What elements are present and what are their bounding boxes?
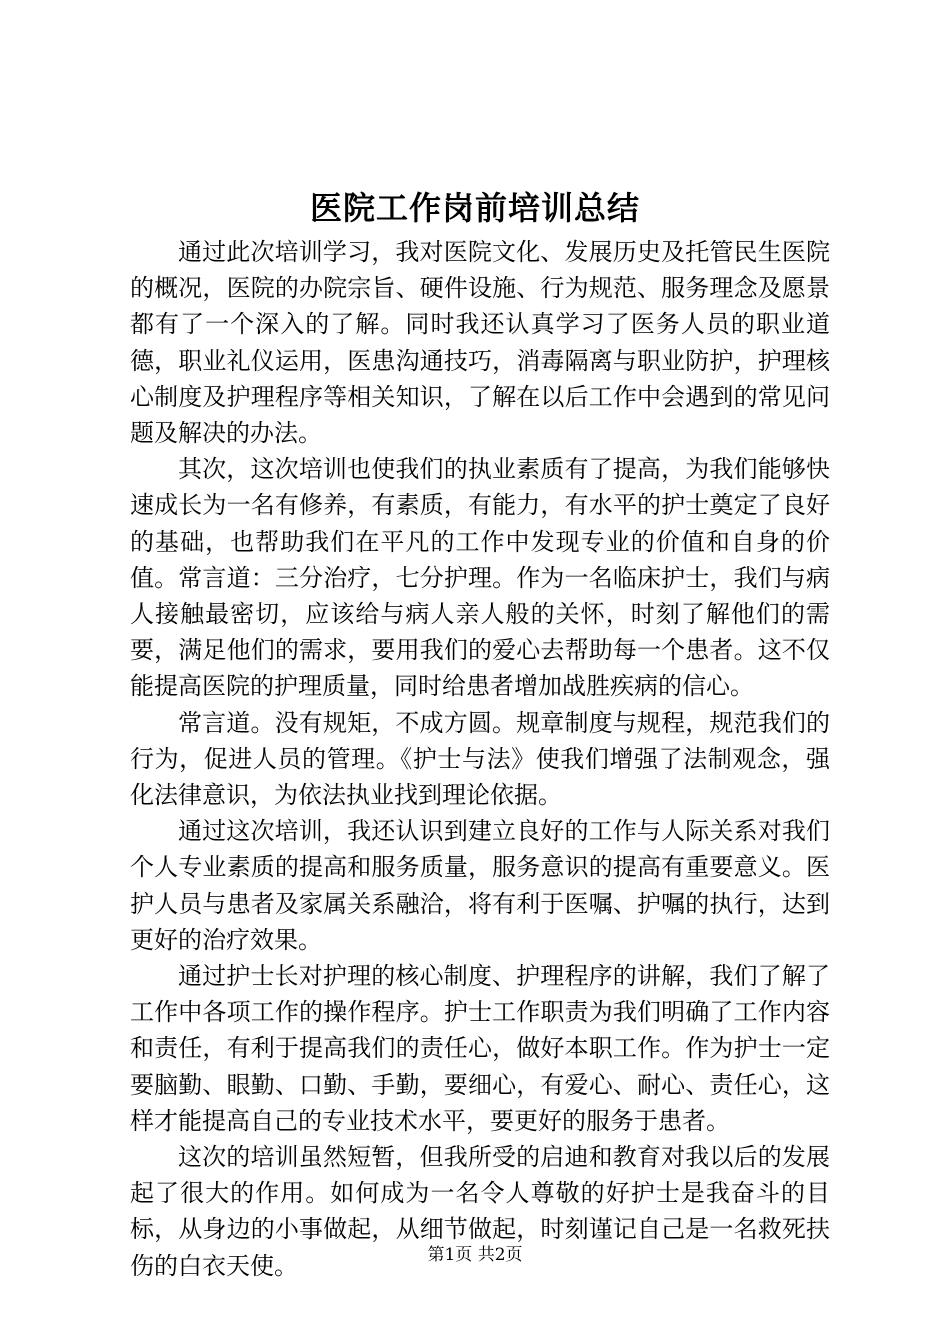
paragraph-5: 通过护士长对护理的核心制度、护理程序的讲解，我们了解了工作中各项工作的操作程序。护士工作职责为我们明确了工作内容和责任，有利于提高我们的责任心，做好本职工作。作为护士一定要脑勤、眼勤、口勤、手勤，要细心，有爱心、耐心、责任心，这样才能提高自己的专业技术水平，要更好的服务于患者。 xyxy=(130,962,830,1135)
paragraph-6: 这次的培训虽然短暂，但我所受的启迪和教育对我以后的发展起了很大的作用。如何成为一名令人尊敬的好护士是我奋斗的目标，从身边的小事做起，从细节做起，时刻谨记自己是一名救死扶伤的白衣天使。 xyxy=(130,1143,830,1280)
page-indicator: 第1页 共2页 xyxy=(427,1245,523,1265)
paragraph-2: 其次，这次培训也使我们的执业素质有了提高，为我们能够快速成长为一名有修养，有素质，有能力，有水平的护士奠定了良好的基础，也帮助我们在平凡的工作中发现专业的价值和自身的价值。常言道：三分治疗，七分护理。作为一名临床护士，我们与病人接触最密切，应该给与病人亲人般的关怀，时刻了解他们的需要，满足他们的需求，要用我们的爱心去帮助每一个患者。这不仅能提高医院的护理质量，同时给患者增加战胜疾病的信心。 xyxy=(130,455,830,701)
document-title: 医院工作岗前培训总结 xyxy=(309,189,640,227)
paragraph-1: 通过此次培训学习，我对医院文化、发展历史及托管民生医院的概况，医院的办院宗旨、硬件设施、行为规范、服务理念及愿景都有了一个深入的了解。同时我还认真学习了医务人员的职业道德，职业礼仪运用，医患沟通技巧，消毒隔离与职业防护，护理核心制度及护理程序等相关知识，了解在以后工作中会遇到的常见问题及解决的办法。 xyxy=(130,238,830,448)
page-footer xyxy=(0,1243,950,1267)
paragraph-3: 常言道。没有规矩，不成方圆。规章制度与规程，规范我们的行为，促进人员的管理。《护士与法》使我们增强了法制观念，强化法律意识，为依法执业找到理论依据。 xyxy=(130,708,830,810)
paragraph-4: 通过这次培训，我还认识到建立良好的工作与人际关系对我们个人专业素质的提高和服务质量，服务意识的提高有重要意义。医护人员与患者及家属关系融洽，将有利于医嘱、护嘱的执行，达到更好的治疗效果。 xyxy=(130,817,830,954)
document-body xyxy=(130,234,830,1284)
